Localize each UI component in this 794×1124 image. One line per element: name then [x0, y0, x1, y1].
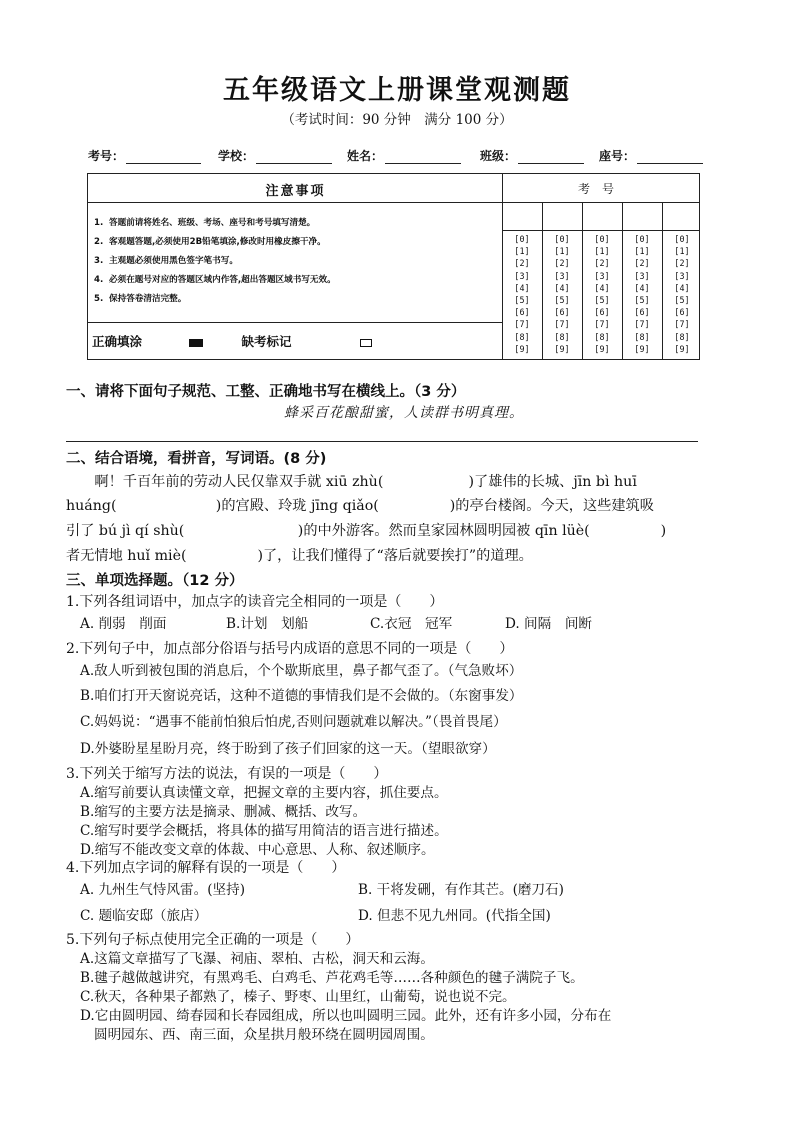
digit-bubble[interactable]: [0]	[554, 234, 570, 244]
digit-bubble[interactable]: [9]	[554, 343, 570, 354]
absent-mark-label: 缺考标记	[241, 334, 292, 349]
absent-checkbox[interactable]	[360, 339, 372, 347]
pinyin-line: 者无情地 huǐ miè( )了，让我们懂得了“落后就要挨打”的道理。	[66, 548, 533, 564]
digit-bubble[interactable]: [5]	[674, 294, 690, 305]
question-option[interactable]: B.咱们打开天窗说亮话，这种不道德的事情我们是不会做的。（东窗事发）	[80, 688, 523, 704]
digit-bubble[interactable]: [1]	[514, 246, 530, 257]
pinyin-line: 啊！千百年前的劳动人民仅靠双手就 xiū zhù( )了雄伟的长城、jīn bì huī	[66, 474, 637, 490]
exam-no-digit-column[interactable]	[583, 233, 621, 355]
question-option[interactable]: D.它由圆明园、绮春园和长春园组成，所以也叫圆明三园。此外，还有许多小园，分布在	[80, 1008, 612, 1024]
school-label: 学校：	[218, 149, 255, 163]
digit-bubble[interactable]: [1]	[634, 246, 650, 257]
notice-item: 5. 保持答卷清洁完整。	[94, 294, 187, 304]
exam-no-digit-column[interactable]	[623, 233, 661, 355]
exam-no-digit-column[interactable]	[663, 233, 701, 355]
digit-bubble[interactable]: [1]	[674, 246, 690, 257]
question-option[interactable]: A.这篇文章描写了飞瀑、祠庙、翠柏、古松，洞天和云海。	[80, 951, 434, 967]
digit-bubble[interactable]: [4]	[514, 282, 530, 293]
digit-bubble[interactable]: [5]	[554, 294, 570, 305]
digit-bubble[interactable]: [0]	[674, 234, 690, 244]
exam-no-digit-column[interactable]	[503, 233, 541, 355]
exam-no-label: 考号：	[88, 149, 125, 163]
filled-mark-icon	[189, 339, 203, 347]
digit-bubble[interactable]: [6]	[674, 307, 690, 318]
digit-bubble[interactable]: [3]	[674, 270, 690, 281]
pinyin-line: huáng( )的宫殿、玲珑 jīng qiǎo( )的亭台楼阁。今天，这些建筑吸	[66, 498, 654, 514]
question-option[interactable]: A. 九州生气恃风雷。(坚持)	[80, 882, 246, 898]
question-stem: 1.下列各组词语中，加点字的读音完全相同的一项是（ ）	[66, 594, 444, 610]
question-option[interactable]: B. 干将发硎，有作其芒。(磨刀石)	[358, 882, 564, 898]
copy-sentence: 蜂采百花酿甜蜜，人读群书明真理。	[284, 405, 524, 421]
question-option[interactable]: C.衣冠 冠军	[370, 616, 453, 632]
question-stem: 5.下列句子标点使用完全正确的一项是（ ）	[66, 932, 360, 948]
grade-label: 班级：	[480, 149, 517, 163]
digit-bubble[interactable]: [6]	[554, 307, 570, 318]
digit-bubble[interactable]: [2]	[514, 258, 530, 269]
digit-bubble[interactable]: [3]	[554, 270, 570, 281]
question-option[interactable]: C.妈妈说：“遇事不能前怕狼后怕虎,否则问题就难以解决。”（畏首畏尾）	[80, 714, 507, 730]
digit-bubble[interactable]: [4]	[594, 282, 610, 293]
digit-bubble[interactable]: [9]	[674, 343, 690, 354]
digit-bubble[interactable]: [2]	[594, 258, 610, 269]
digit-bubble[interactable]: [4]	[634, 282, 650, 293]
digit-bubble[interactable]: [7]	[594, 319, 610, 330]
digit-bubble[interactable]: [6]	[514, 307, 530, 318]
digit-bubble[interactable]: [6]	[634, 307, 650, 318]
seat-label: 座号：	[599, 149, 636, 163]
digit-bubble[interactable]: [9]	[514, 343, 530, 354]
notice-item: 4. 必须在题号对应的答题区域内作答,超出答题区域书写无效。	[94, 275, 336, 285]
page-title: 五年级语文上册课堂观测题	[223, 75, 571, 106]
question-stem: 2.下列句子中，加点部分俗语与括号内成语的意思不同的一项是（ ）	[66, 641, 514, 657]
notice-title: 注意事项	[265, 184, 326, 199]
pinyin-line: 引了 bú jì qí shù( )的中外游客。然而皇家园林圆明园被 qīn lüè( )	[66, 523, 667, 539]
name-field[interactable]	[347, 147, 461, 164]
question-option[interactable]: B.毽子越做越讲究，有黑鸡毛、白鸡毛、芦花鸡毛等……各种颜色的毽子满院子飞。	[80, 970, 584, 986]
digit-bubble[interactable]: [7]	[554, 319, 570, 330]
digit-bubble[interactable]: [0]	[594, 234, 610, 244]
answer-sheet-header	[87, 173, 700, 360]
exam-no-field[interactable]	[88, 147, 201, 164]
digit-bubble[interactable]: [5]	[594, 294, 610, 305]
question-option-continued: 圆明园东、西、南三面，众星拱月般环绕在圆明园周围。	[94, 1027, 434, 1043]
digit-bubble[interactable]: [6]	[594, 307, 610, 318]
digit-bubble[interactable]: [8]	[594, 331, 610, 342]
digit-bubble[interactable]: [8]	[514, 331, 530, 342]
digit-bubble[interactable]: [2]	[554, 258, 570, 269]
exam-duration: （考试时间：90 分钟 满分 100 分）	[281, 112, 513, 128]
question-option[interactable]: C.秋天，各种果子都熟了，榛子、野枣、山里红，山葡萄，说也说不完。	[80, 989, 516, 1005]
digit-bubble[interactable]: [7]	[674, 319, 690, 330]
student-info-row	[88, 147, 728, 169]
exam-no-digit-column[interactable]	[543, 233, 581, 355]
digit-bubble[interactable]: [1]	[594, 246, 610, 257]
digit-bubble[interactable]: [1]	[554, 246, 570, 257]
section1-heading: 一、请将下面句子规范、工整、正确地书写在横线上。（3 分）	[66, 384, 466, 400]
question-option[interactable]: D. 但悲不见九州同。(代指全国)	[358, 908, 551, 924]
question-option[interactable]: A.缩写前要认真读懂文章，把握文章的主要内容，抓住要点。	[80, 785, 448, 801]
digit-bubble[interactable]: [2]	[674, 258, 690, 269]
question-option[interactable]: B.计划 划船	[226, 616, 309, 632]
exam-no-grid-title: 考号	[577, 182, 626, 196]
section3-heading: 三、单项选择题。（12 分）	[66, 573, 244, 589]
digit-bubble[interactable]: [7]	[514, 319, 530, 330]
digit-bubble[interactable]: [5]	[634, 294, 650, 305]
digit-bubble[interactable]: [4]	[554, 282, 570, 293]
notice-list	[94, 214, 494, 309]
digit-bubble[interactable]: [8]	[554, 331, 570, 342]
notice-item: 3. 主观题必须使用黑色签字笔书写。	[94, 256, 238, 266]
digit-bubble[interactable]: [4]	[674, 282, 690, 293]
question-option[interactable]: A. 削弱 削面	[80, 616, 167, 632]
grade-field[interactable]	[480, 147, 584, 164]
question-option[interactable]: D. 间隔 间断	[505, 616, 593, 632]
question-option[interactable]: C.缩写时要学会概括，将具体的描写用简洁的语言进行描述。	[80, 823, 448, 839]
writing-line[interactable]	[66, 441, 698, 442]
digit-bubble[interactable]: [0]	[514, 234, 530, 244]
section2-heading: 二、结合语境，看拼音，写词语。(8 分)	[66, 451, 327, 467]
digit-bubble[interactable]: [5]	[514, 294, 530, 305]
digit-bubble[interactable]: [2]	[634, 258, 650, 269]
notice-item: 1. 答题前请将姓名、班级、考场、座号和考号填写清楚。	[94, 218, 316, 228]
digit-bubble[interactable]: [3]	[514, 270, 530, 281]
fill-correct-label: 正确填涂	[92, 334, 143, 349]
digit-bubble[interactable]: [0]	[634, 234, 650, 244]
digit-bubble[interactable]: [3]	[594, 270, 610, 281]
question-stem: 3.下列关于缩写方法的说法，有误的一项是（ ）	[66, 766, 388, 782]
question-option[interactable]: D.外婆盼星星盼月亮，终于盼到了孩子们回家的这一天。（望眼欲穿）	[80, 741, 496, 757]
question-option[interactable]: A.敌人听到被包围的消息后，个个歇斯底里，鼻子都气歪了。（气急败坏）	[80, 663, 523, 679]
notice-item: 2. 客观题答题,必须使用2B铅笔填涂,修改时用橡皮擦干净。	[94, 237, 326, 247]
digit-bubble[interactable]: [9]	[634, 343, 650, 354]
digit-bubble[interactable]: [8]	[634, 331, 650, 342]
question-option[interactable]: C. 题临安邸（旅店）	[80, 908, 208, 924]
question-option[interactable]: B.缩写的主要方法是摘录、删减、概括、改写。	[80, 804, 367, 820]
digit-bubble[interactable]: [9]	[594, 343, 610, 354]
digit-bubble[interactable]: [7]	[634, 319, 650, 330]
digit-bubble[interactable]: [3]	[634, 270, 650, 281]
question-option[interactable]: D.缩写不能改变文章的体裁、中心意思、人称、叙述顺序。	[80, 842, 435, 858]
fill-example-row	[92, 332, 372, 350]
name-label: 姓名：	[347, 149, 384, 163]
question-stem: 4.下列加点字词的解释有误的一项是（ ）	[66, 860, 346, 876]
seat-field[interactable]	[599, 147, 703, 164]
school-field[interactable]	[218, 147, 332, 164]
digit-bubble[interactable]: [8]	[674, 331, 690, 342]
